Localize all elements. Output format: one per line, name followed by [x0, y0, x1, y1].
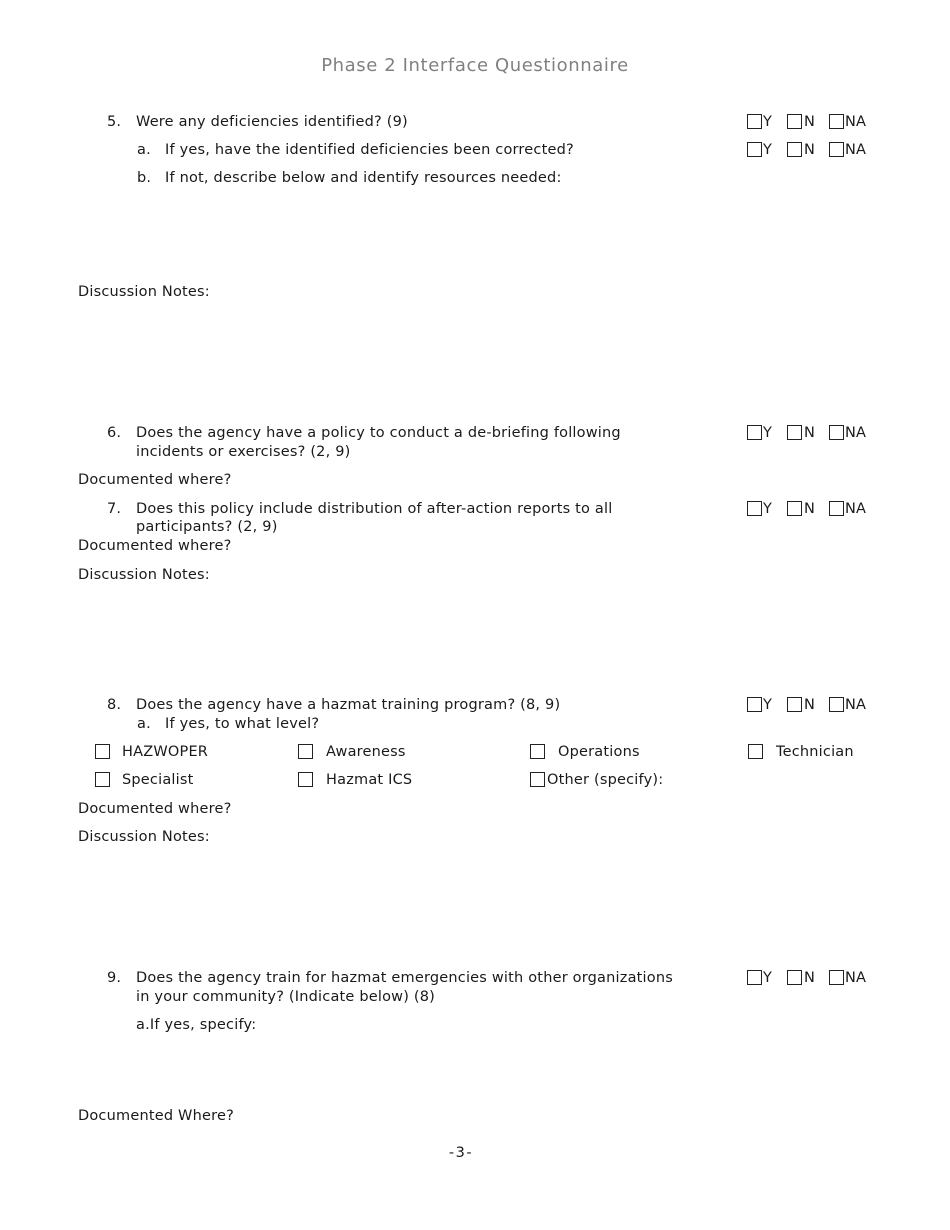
level-technician-checkbox[interactable]: [748, 744, 763, 759]
q6-text-line1: Does the agency have a policy to conduct a de-briefing following: [136, 425, 621, 441]
q7-na-label: NA: [845, 501, 867, 517]
q6-no-checkbox[interactable]: [787, 425, 802, 440]
q6-yes-label: Y: [763, 425, 773, 441]
level-operations-checkbox[interactable]: [530, 744, 545, 759]
q6-documented-where-label: Documented where?: [78, 472, 232, 488]
q5a-marker: a.: [137, 142, 151, 158]
q5-na-label: NA: [845, 114, 867, 130]
q9-no-label: N: [804, 970, 816, 986]
q5a-na-label: NA: [845, 142, 867, 158]
q5-no-label: N: [804, 114, 816, 130]
q8a-marker: a.: [137, 716, 151, 732]
q9-yes-checkbox[interactable]: [747, 970, 762, 985]
q8-discussion-notes-label: Discussion Notes:: [78, 829, 210, 845]
q5a-yes-checkbox[interactable]: [747, 142, 762, 157]
q7-na-checkbox[interactable]: [829, 501, 844, 516]
level-operations-label: Operations: [558, 744, 640, 760]
level-specialist-label: Specialist: [122, 772, 194, 788]
q8-na-checkbox[interactable]: [829, 697, 844, 712]
q5a-no-checkbox[interactable]: [787, 142, 802, 157]
q7-text-line2: participants? (2, 9): [136, 519, 278, 535]
q5-text: Were any deficiencies identified? (9): [136, 114, 408, 130]
level-awareness-label: Awareness: [326, 744, 406, 760]
q5b-marker: b.: [137, 170, 152, 186]
level-specialist-checkbox[interactable]: [95, 772, 110, 787]
q8-no-label: N: [804, 697, 816, 713]
q5-na-checkbox[interactable]: [829, 114, 844, 129]
level-other-label: Other (specify):: [547, 772, 664, 788]
q8-documented-where-label: Documented where?: [78, 801, 232, 817]
q6-number: 6.: [107, 425, 122, 441]
q7-documented-where-label: Documented where?: [78, 538, 232, 554]
q9a-text: a.If yes, specify:: [136, 1017, 257, 1033]
q7-number: 7.: [107, 501, 122, 517]
q9-na-label: NA: [845, 970, 867, 986]
q8-yes-checkbox[interactable]: [747, 697, 762, 712]
q7-yes-checkbox[interactable]: [747, 501, 762, 516]
q5b-text: If not, describe below and identify resources needed:: [165, 170, 562, 186]
q8-no-checkbox[interactable]: [787, 697, 802, 712]
q8a-text: If yes, to what level?: [165, 716, 320, 732]
q5-discussion-notes-label: Discussion Notes:: [78, 284, 210, 300]
q5-yes-checkbox[interactable]: [747, 114, 762, 129]
q5a-no-label: N: [804, 142, 816, 158]
q5a-yes-label: Y: [763, 142, 773, 158]
q8-na-label: NA: [845, 697, 867, 713]
q9-no-checkbox[interactable]: [787, 970, 802, 985]
q6-na-label: NA: [845, 425, 867, 441]
level-hazmat-ics-label: Hazmat ICS: [326, 772, 413, 788]
q7-no-label: N: [804, 501, 816, 517]
level-awareness-checkbox[interactable]: [298, 744, 313, 759]
q5-yes-label: Y: [763, 114, 773, 130]
q8-yes-label: Y: [763, 697, 773, 713]
level-hazmat-ics-checkbox[interactable]: [298, 772, 313, 787]
q7-yes-label: Y: [763, 501, 773, 517]
level-technician-label: Technician: [776, 744, 854, 760]
q7-text-line1: Does this policy include distribution of after-action reports to all: [136, 501, 613, 517]
q7-no-checkbox[interactable]: [787, 501, 802, 516]
q5-number: 5.: [107, 114, 122, 130]
page-title: Phase 2 Interface Questionnaire: [321, 55, 629, 76]
q8-number: 8.: [107, 697, 122, 713]
q9-na-checkbox[interactable]: [829, 970, 844, 985]
q6-na-checkbox[interactable]: [829, 425, 844, 440]
q7-discussion-notes-label: Discussion Notes:: [78, 567, 210, 583]
q9-yes-label: Y: [763, 970, 773, 986]
q6-text-line2: incidents or exercises? (2, 9): [136, 444, 351, 460]
q9-number: 9.: [107, 970, 122, 986]
q9-text-line1: Does the agency train for hazmat emergencies with other organizations: [136, 970, 673, 986]
q5-no-checkbox[interactable]: [787, 114, 802, 129]
q8-text: Does the agency have a hazmat training program? (8, 9): [136, 697, 561, 713]
q5a-text: If yes, have the identified deficiencies been corrected?: [165, 142, 574, 158]
level-other-checkbox[interactable]: [530, 772, 545, 787]
q6-yes-checkbox[interactable]: [747, 425, 762, 440]
q5a-na-checkbox[interactable]: [829, 142, 844, 157]
q9-text-line2: in your community? (Indicate below) (8): [136, 989, 436, 1005]
level-hazwoper-checkbox[interactable]: [95, 744, 110, 759]
q9-documented-where-label: Documented Where?: [78, 1108, 234, 1124]
page-number: -3-: [448, 1145, 474, 1161]
level-hazwoper-label: HAZWOPER: [122, 744, 209, 760]
q6-no-label: N: [804, 425, 816, 441]
